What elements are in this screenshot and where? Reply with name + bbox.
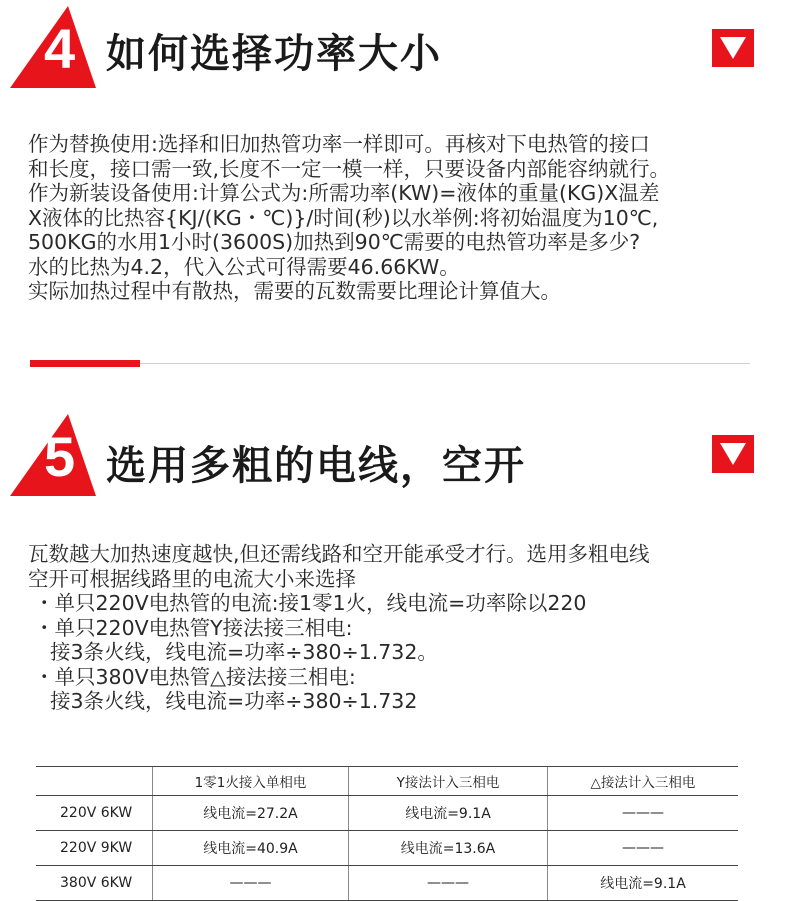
text-line: 空开可根据线路里的电流大小来选择	[28, 566, 356, 591]
table-row	[36, 831, 738, 866]
table-cell: ———	[153, 866, 349, 901]
bullet-item: ・单只220V电热管的电流:接1零1火，线电流=功率除以220	[34, 591, 587, 615]
current-spec-table	[36, 766, 738, 901]
triangle-down-icon	[720, 37, 746, 59]
text-line: 和长度，接口需一致,长度不一定一模一样，只要设备内部能容纳就行。	[28, 156, 671, 181]
text-line: 水的比热为4.2，代入公式可得需要46.66KW。	[28, 254, 460, 279]
section-4-header	[0, 6, 790, 106]
section-number: 5	[44, 425, 76, 488]
table-cell: 380V 6KW	[36, 866, 153, 901]
section-number: 4	[44, 17, 76, 80]
table-cell: 220V 9KW	[36, 831, 153, 866]
section-title: 选用多粗的电线，空开	[106, 443, 526, 489]
triangle-down-icon	[720, 443, 746, 465]
section-number-badge-4	[10, 6, 96, 88]
table-cell: 220V 6KW	[36, 796, 153, 831]
text-line: 实际加热过程中有散热，需要的瓦数需要比理论计算值大。	[28, 279, 561, 303]
table-header-cell: Y接法计入三相电	[349, 767, 548, 796]
text-line: X液体的比热容{KJ/(KG・℃)}/时间(秒)以水举例:将初始温度为10℃,	[28, 205, 659, 230]
bullet-continuation: 接3条火线，线电流=功率÷380÷1.732。	[50, 640, 438, 664]
expand-toggle-button[interactable]	[712, 435, 754, 473]
text-line: 瓦数越大加热速度越快,但还需线路和空开能承受才行。选用多粗电线	[28, 542, 650, 566]
table-header-cell: △接法计入三相电	[548, 767, 739, 796]
table-header-row	[36, 767, 738, 796]
section-4-body	[28, 132, 768, 304]
section-title: 如何选择功率大小	[106, 31, 442, 77]
bullet-item: ・单只220V电热管Y接法接三相电:	[34, 615, 353, 640]
table-cell: ———	[548, 831, 739, 866]
text-line: 作为新装设备使用:计算公式为:所需功率(KW)=液体的重量(KG)X温差	[28, 181, 660, 205]
section-number-badge-5	[10, 414, 96, 496]
bullet-continuation: 接3条火线，线电流=功率÷380÷1.732	[50, 689, 418, 713]
table-cell: 线电流=9.1A	[349, 796, 548, 831]
text-line: 500KG的水用1小时(3600S)加热到90℃需要的电热管功率是多少?	[28, 230, 641, 254]
table-cell: ———	[349, 866, 548, 901]
table-row	[36, 866, 738, 901]
table-cell: 线电流=40.9A	[153, 831, 349, 866]
section-5-body	[28, 542, 768, 714]
bullet-item: ・单只380V电热管△接法接三相电:	[34, 664, 356, 689]
table-cell: 线电流=27.2A	[153, 796, 349, 831]
table-header-cell: 1零1火接入单相电	[153, 767, 349, 796]
table-cell: 线电流=9.1A	[548, 866, 739, 901]
text-line: 作为替换使用:选择和旧加热管功率一样即可。再核对下电热管的接口	[28, 132, 650, 156]
table-header-cell	[36, 767, 153, 796]
expand-toggle-button[interactable]	[712, 29, 754, 67]
table-cell: 线电流=13.6A	[349, 831, 548, 866]
table-row	[36, 796, 738, 831]
table-cell: ———	[548, 796, 739, 831]
section-divider-accent	[30, 360, 140, 367]
section-5-header	[0, 414, 790, 514]
